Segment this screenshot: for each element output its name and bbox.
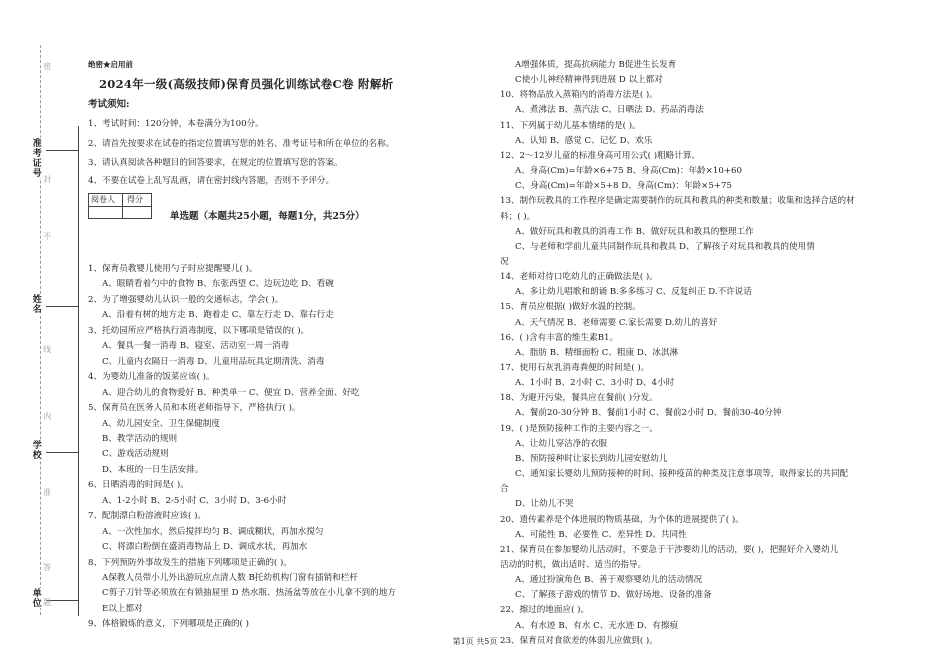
question-option: A保教人员带小儿外出游玩应点清人数 B托幼机构门窗有插销和栏杆 bbox=[102, 573, 358, 583]
exam-title: 2024年一级(高级技师)保育员强化训练试卷C卷 附解析 bbox=[99, 77, 394, 91]
question-option: C、与老师和学前儿童共同制作玩具和教具 D、了解孩子对玩具和教具的使用情 bbox=[515, 241, 815, 252]
question-option: A、餐具一餐一消毒 B、寝室、活动室一周一消毒 bbox=[102, 341, 290, 352]
seal-char: 密 bbox=[42, 62, 52, 70]
question-option: 料；( )。 bbox=[500, 211, 536, 222]
section-title: 单选题（本题共25小题，每题1分，共25分） bbox=[170, 211, 365, 222]
unit-label: 单位 bbox=[30, 588, 41, 608]
question-option: C使小儿神经精神得到进展 D 以上都对 bbox=[515, 75, 663, 86]
question-option: A、眼睛看着勺中的食物 B、东张西望 C、边玩边吃 D、看碗 bbox=[102, 279, 334, 290]
question-option: D、让幼儿不哭 bbox=[515, 499, 574, 510]
question-option: A、餐前20-30分钟 B、餐前1小时 C、餐前2小时 D、餐前30-40分钟 bbox=[515, 408, 782, 419]
seal-char: 线 bbox=[42, 345, 52, 353]
question-option: C、身高(Cm)=年龄×5+8 D、身高(Cm)：年龄×5+75 bbox=[515, 181, 732, 192]
name-label: 姓名 bbox=[30, 294, 41, 314]
question-stem: 7、配制漂白粉溶液时应该( )。 bbox=[88, 511, 207, 522]
question-option: C、通知家长婴幼儿预防接种的时间、接种疫苗的种类及注意事项等，取得家长的共同配 bbox=[515, 469, 849, 480]
question-option: B、教学活动的规则 bbox=[102, 433, 178, 444]
score-box bbox=[88, 193, 152, 219]
question-stem: 5、保育员在医务人员和本班老师指导下，严格执行( )。 bbox=[88, 403, 301, 414]
question-option: A、认知 B、感觉 C、记忆 D、欢乐 bbox=[515, 135, 653, 146]
page-footer: 第1页 共5页 bbox=[452, 637, 498, 646]
question-option: A、1-2小时 B、2-5小时 C、3小时 D、3-6小时 bbox=[102, 495, 287, 506]
question-stem: 1、保育员教婴儿使用勺子时应提醒婴儿( )。 bbox=[88, 264, 258, 274]
question-stem: 3、托幼园所应严格执行消毒制度，以下哪项是错误的( )。 bbox=[88, 325, 310, 336]
question-option: A、让幼儿穿洁净的衣服 bbox=[515, 438, 608, 449]
question-option: B、预防接种时让家长到幼儿园安慰幼儿 bbox=[515, 453, 668, 464]
binding-rule bbox=[78, 126, 79, 616]
question-stem: 13、制作玩教具的工作程序是确定需要制作的玩具和教具的种类和数量；收集和选择合适的材 bbox=[500, 196, 855, 207]
score-label: 得分 bbox=[127, 195, 143, 204]
seal-char: 内 bbox=[42, 412, 52, 420]
question-option: A、天气情况 B、老师需要 C.家长需要 D.幼儿的喜好 bbox=[515, 317, 718, 328]
question-option: A、多让幼儿唱歌和朗诵 B.多多练习 C、反复纠正 D.不许说话 bbox=[515, 287, 752, 298]
question-stem: 21、保育员在参加婴幼儿活动时，不要急于干涉婴幼儿的活动，要( )，把握好介入婴幼儿 bbox=[500, 544, 839, 555]
question-stem: 6、日晒消毒的时间是( )。 bbox=[88, 480, 189, 491]
question-stem: 2、为了增强婴幼儿认识一般的交通标志，学会( )。 bbox=[88, 294, 284, 305]
question-option: 活动的时机，做出适时、适当的指导。 bbox=[500, 559, 647, 570]
question-stem: 11、下列属于幼儿基本情绪的是( )。 bbox=[500, 120, 641, 131]
question-option: C、游戏活动规则 bbox=[102, 449, 169, 460]
question-stem: 23、保育员对食欲差的体弱儿应做到( )。 bbox=[500, 635, 658, 646]
question-stem: 22、擦过的地面应( )。 bbox=[500, 605, 590, 616]
question-option: C、将漂白粉倒在盛消毒物品上 D、调成水状，再加水 bbox=[102, 542, 308, 553]
question-option: 况 bbox=[500, 256, 509, 267]
question-stem: 16、( )含有丰富的维生素B1。 bbox=[500, 332, 619, 343]
question-option: A、有水迹 B、有水 C、无水迹 D、有擦痕 bbox=[515, 620, 679, 631]
notice-item: 2、请首先按要求在试卷的指定位置填写您的姓名、准考证号和所在单位的名称。 bbox=[88, 139, 395, 149]
seal-char: 封 bbox=[42, 175, 52, 183]
notice-item: 1、考试时间：120分钟，本卷满分为100分。 bbox=[88, 119, 264, 129]
question-option: A、幼儿园安全、卫生保健制度 bbox=[102, 418, 220, 429]
question-stem: 19、( )是预防接种工作的主要内容之一。 bbox=[500, 423, 658, 434]
question-option: D、本班的一日生活安排。 bbox=[102, 464, 204, 475]
question-stem: 12、2～12岁儿童的标准身高可用公式( )粗略计算。 bbox=[500, 150, 701, 161]
seal-char: 不 bbox=[42, 232, 52, 240]
question-stem: 20、遗传素养是个体进展的物质基础，为个体的进展提供了( )。 bbox=[500, 514, 744, 525]
question-option: A、脂肪 B、精细面粉 C、粗康 D、冰淇淋 bbox=[515, 347, 679, 358]
question-stem: 8、下列预防外事故发生的措施下列哪项是正确的( )。 bbox=[88, 557, 292, 568]
seal-char: 准 bbox=[42, 488, 52, 496]
question-option: A增强体质，提高抗病能力 B促进生长发育 bbox=[515, 60, 677, 70]
question-option: A、身高(Cm)=年龄×6+75 B、身高(Cm)：年龄×10+60 bbox=[515, 166, 742, 177]
question-option: A、做好玩具和教具的消毒工作 B、做好玩具和教具的整理工作 bbox=[515, 226, 754, 237]
question-stem: 17、使用石灰乳消毒粪便的时间是( )。 bbox=[500, 363, 650, 373]
reviewer-label: 阅卷人 bbox=[91, 195, 115, 204]
seal-dashed-line bbox=[40, 45, 41, 615]
notice-item: 3、请认真阅读各种题目的回答要求，在规定的位置填写您的答案。 bbox=[88, 158, 343, 168]
question-option: 合 bbox=[500, 484, 509, 495]
question-option: E以上都对 bbox=[102, 603, 143, 614]
question-stem: 9、体格锻炼的意义，下列哪项是正确的( ) bbox=[88, 619, 249, 630]
binding-margin bbox=[0, 0, 80, 671]
question-stem: 15、育员应根据( )做好水温的控制。 bbox=[500, 302, 641, 313]
exam-no-label: 准考证号 bbox=[30, 138, 41, 178]
notice-item: 4、不要在试卷上乱写乱画，请在密封线内答题，否则不予评分。 bbox=[88, 176, 335, 186]
question-option: A、可能性 B、必要性 C、差异性 D、共同性 bbox=[515, 529, 687, 540]
question-option: A、通过扮演角色 B、善于观察婴幼儿的活动情况 bbox=[515, 575, 703, 586]
question-stem: 18、为避开污染，餐具应在餐前( )分发。 bbox=[500, 393, 658, 404]
question-option: A、沿着有树的地方走 B、跑着走 C、靠左行走 D、靠右行走 bbox=[102, 310, 334, 321]
secret-mark: 绝密★启用前 bbox=[88, 60, 133, 69]
school-line bbox=[46, 452, 78, 453]
seal-char: 题 bbox=[42, 598, 52, 606]
seal-char: 答 bbox=[42, 563, 52, 571]
question-stem: 10、将物品放入蒸箱内的消毒方法是( )。 bbox=[500, 90, 658, 101]
school-label: 学校 bbox=[30, 440, 41, 460]
question-option: A、迎合幼儿的食物爱好 B、种类单一 C、便宜 D、营养全面、好吃 bbox=[102, 387, 360, 398]
question-option: C、儿童内衣隔日一消毒 D、儿童用品玩具定期清洗、消毒 bbox=[102, 356, 325, 367]
question-option: C、了解孩子游戏的情节 D、做好场地、设备的准备 bbox=[515, 590, 712, 601]
question-stem: 4、为婴幼儿准备的饭菜应该( )。 bbox=[88, 372, 215, 383]
question-option: A、1小时 B、2小时 C、3小时 D、4小时 bbox=[515, 378, 675, 389]
notice-heading: 考试须知: bbox=[88, 99, 130, 110]
question-option: A、煮沸法 B、蒸汽法 C、日晒法 D、药品消毒法 bbox=[515, 105, 704, 116]
question-stem: 14、老师对待口吃幼儿的正确做法是( )。 bbox=[500, 272, 658, 283]
name-line bbox=[46, 306, 78, 307]
question-option: A、一次性加水，然后搅拌均匀 B、调成糊状，再加水搅匀 bbox=[102, 526, 324, 537]
question-option: C剪子刀针等必须放在有锁抽屉里 D 热水瓶、热汤盆等放在小儿拿不到的地方 bbox=[102, 588, 396, 599]
exam-no-line bbox=[46, 150, 78, 151]
